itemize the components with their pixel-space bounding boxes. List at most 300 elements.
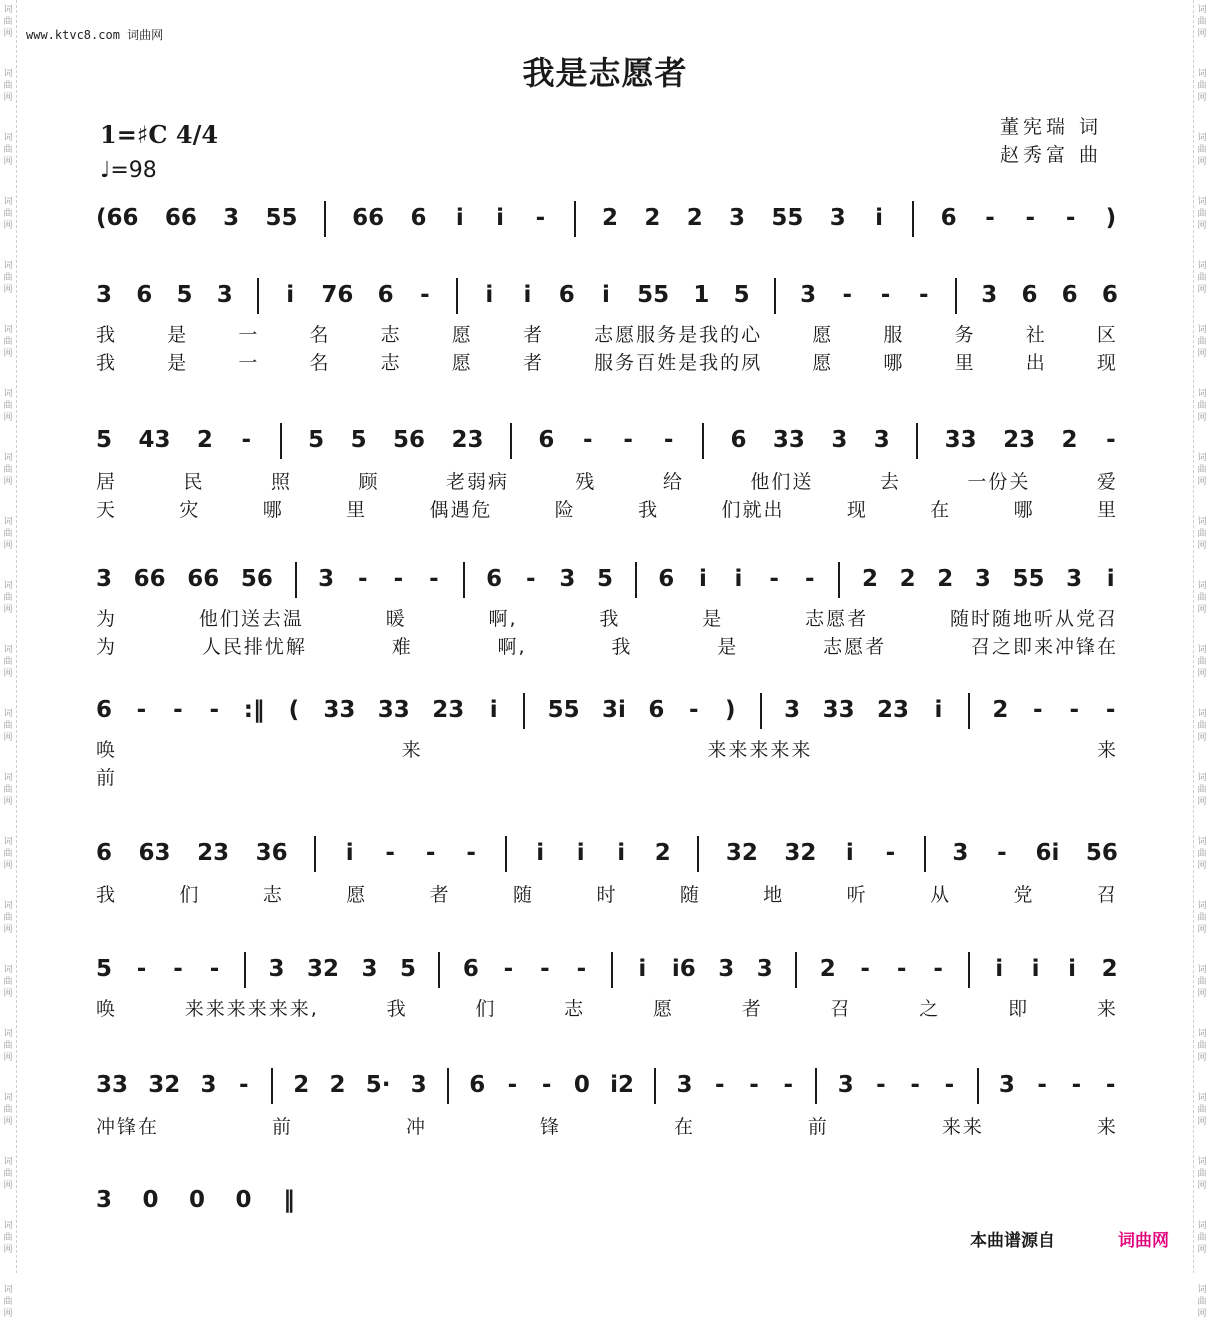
watermark-mark: 词 曲 网 [3, 901, 13, 935]
bar-line [280, 423, 282, 459]
note: i6 [671, 956, 696, 982]
note: - [769, 566, 779, 592]
note: 3i [602, 697, 626, 723]
lyric-syllable: 召之即来冲锋在 [970, 636, 1118, 658]
note: 6 [136, 282, 153, 308]
lyric-syllable: 里 [1096, 499, 1118, 521]
bar-line [635, 562, 637, 598]
lyric-syllable: 冲 [405, 1116, 427, 1138]
note: - [933, 956, 943, 982]
lyrics-verse-2 [96, 495, 1118, 522]
note: 3 [410, 1072, 427, 1098]
note: 0 [235, 1187, 252, 1213]
note: ) [1105, 205, 1117, 231]
bar-line [295, 562, 297, 598]
note: 56 [1085, 840, 1118, 866]
watermark-mark: 词 曲 网 [1197, 389, 1207, 423]
note: 6i [1035, 840, 1060, 866]
lyric-syllable: 前 [271, 1116, 293, 1138]
lyric-syllable: 者 [741, 998, 763, 1020]
lyric-syllable: 社 [1025, 324, 1047, 346]
note: - [918, 282, 929, 308]
watermark-mark: 词 曲 网 [1197, 517, 1207, 551]
note: 33 [377, 697, 410, 723]
lyric-syllable: 顾 [358, 471, 380, 493]
lyric-syllable: 服务百姓是我的夙 [594, 352, 763, 374]
note: i [1031, 956, 1040, 982]
note: 66 [164, 205, 197, 231]
note: - [420, 282, 430, 308]
note: 2 [196, 427, 213, 453]
note: i2 [610, 1072, 635, 1098]
note: 6 [96, 840, 113, 866]
notation-line [96, 840, 1118, 872]
lyric-syllable: 来 [1096, 1116, 1118, 1138]
lyric-syllable: 在 [673, 1116, 695, 1138]
watermark-mark: 词 曲 网 [1197, 5, 1207, 39]
note: 2 [992, 697, 1009, 723]
brand-link[interactable]: 词曲网 [1118, 1231, 1169, 1251]
watermark-mark: 词 曲 网 [3, 325, 13, 359]
note: 3 [829, 205, 846, 231]
score-row-5 [96, 697, 1118, 789]
note: 5· [365, 1072, 391, 1098]
note: 6 [462, 956, 479, 982]
note: 66 [133, 566, 166, 592]
score-row-4 [96, 566, 1118, 658]
bar-line [977, 1068, 979, 1104]
watermark-mark: 词 曲 网 [3, 581, 13, 615]
note: - [576, 956, 587, 982]
note: 23 [877, 697, 910, 723]
watermark-mark: 词 曲 网 [1197, 581, 1207, 615]
note: - [535, 205, 546, 231]
note: 76 [321, 282, 354, 308]
watermark-mark: 词 曲 网 [3, 1093, 13, 1127]
watermark-mark: 词 曲 网 [3, 1221, 13, 1255]
note: 3 [981, 282, 998, 308]
note: 56 [240, 566, 273, 592]
lyric-syllable: 召 [830, 998, 852, 1020]
note: 33 [822, 697, 855, 723]
lyric-syllable: 啊, [497, 636, 527, 658]
bar-line [924, 836, 926, 872]
watermark-mark: 词 曲 网 [1197, 261, 1207, 295]
watermark-mark: 词 曲 网 [3, 453, 13, 487]
note: 3 [216, 282, 233, 308]
lyric-syllable: 他们送去温 [198, 608, 304, 630]
lyric-syllable: 来 [401, 739, 423, 761]
score-row-9 [96, 1187, 296, 1227]
note: - [714, 1072, 725, 1098]
lyric-syllable: 偶遇危 [429, 499, 493, 521]
lyric-syllable: 暖 [385, 608, 407, 630]
watermark-mark: 词 曲 网 [1197, 773, 1207, 807]
lyric-syllable: 随 [513, 884, 535, 906]
lyric-syllable: 我 [96, 884, 118, 906]
note: 5 [350, 427, 367, 453]
note: 2 [819, 956, 836, 982]
watermark-mark: 词 曲 网 [1197, 1157, 1207, 1191]
note: 5 [308, 427, 325, 453]
notation-line [96, 427, 1118, 459]
note: - [1037, 1072, 1047, 1098]
note: 3 [729, 205, 746, 231]
note: - [540, 956, 550, 982]
note: - [749, 1072, 759, 1098]
composer-credit: 赵秀富 曲 [1000, 144, 1103, 166]
lyric-syllable: 在 [930, 499, 952, 521]
lyric-syllable: 之 [919, 998, 941, 1020]
bar-line [838, 562, 840, 598]
lyric-syllable: 我 [96, 352, 118, 374]
note: 5 [96, 956, 113, 982]
note: i [485, 282, 494, 308]
watermark-mark: 词 曲 网 [1197, 325, 1207, 359]
lyric-syllable: 者 [522, 324, 544, 346]
lyrics-verse-1 [96, 320, 1118, 347]
note: 2 [937, 566, 954, 592]
note: - [526, 566, 536, 592]
note: 2 [602, 205, 619, 231]
note: 2 [861, 566, 878, 592]
lyric-syllable: 名 [309, 324, 331, 346]
watermark-mark: 词 曲 网 [3, 133, 13, 167]
bar-line [257, 278, 259, 314]
watermark-mark: 词 曲 网 [3, 1285, 13, 1319]
note: 3 [800, 282, 817, 308]
note: 3 [96, 282, 113, 308]
lyric-syllable: 是 [717, 636, 739, 658]
note: 32 [148, 1072, 181, 1098]
note: 3 [718, 956, 735, 982]
lyric-syllable: 一 [238, 324, 260, 346]
watermark-mark: 词 曲 网 [3, 261, 13, 295]
note: - [173, 956, 183, 982]
lyric-syllable: 服 [883, 324, 905, 346]
watermark-mark: 词 曲 网 [3, 197, 13, 231]
note: 3 [831, 427, 848, 453]
bar-line [968, 952, 970, 988]
notation-line [96, 1072, 1118, 1104]
note: - [885, 840, 896, 866]
lyric-syllable: 召 [1096, 884, 1118, 906]
note: - [173, 697, 183, 723]
lyric-syllable: 我 [386, 998, 408, 1020]
bar-line [611, 952, 613, 988]
note: ‖ [283, 1187, 295, 1213]
lyrics-verse-2 [96, 348, 1118, 375]
note: 3 [676, 1072, 693, 1098]
lyric-syllable: 前 [807, 1116, 829, 1138]
note: 33 [323, 697, 356, 723]
note: 33 [96, 1072, 129, 1098]
lyric-syllable: 志愿者 [823, 636, 887, 658]
note: - [663, 427, 674, 453]
lyric-syllable: 人民排忧解 [201, 636, 307, 658]
watermark-mark: 词 曲 网 [1197, 837, 1207, 871]
lyric-syllable: 志 [380, 324, 402, 346]
note: 3 [998, 1072, 1015, 1098]
note: - [880, 282, 891, 308]
lyric-syllable: 居 [96, 471, 118, 493]
lyric-syllable: 难 [391, 636, 413, 658]
lyric-syllable: 里 [954, 352, 976, 374]
bar-line [774, 278, 776, 314]
note: 3 [96, 566, 113, 592]
lyric-syllable: 哪 [883, 352, 905, 374]
note: i [734, 566, 743, 592]
lyric-syllable: 一份关 [967, 471, 1031, 493]
note: 3 [873, 427, 890, 453]
watermark-mark: 词 曲 网 [3, 5, 13, 39]
note: 0 [573, 1072, 590, 1098]
note: - [1065, 205, 1076, 231]
notation-line [96, 282, 1118, 314]
note: 3 [361, 956, 378, 982]
note: ) [724, 697, 736, 723]
note: 6 [1021, 282, 1038, 308]
bar-line [968, 693, 970, 729]
lyric-syllable: 愿 [451, 324, 473, 346]
note: 3 [784, 697, 801, 723]
note: 36 [255, 840, 288, 866]
note: i [875, 205, 883, 231]
note: 33 [772, 427, 805, 453]
lyric-syllable: 天 [96, 499, 118, 521]
note: i [496, 205, 505, 231]
note: - [357, 566, 368, 592]
lyric-syllable: 愿 [812, 352, 834, 374]
lyric-syllable: 愿 [652, 998, 674, 1020]
note: 66 [187, 566, 220, 592]
note: - [842, 282, 853, 308]
lyric-syllable: 地 [763, 884, 785, 906]
note: i [617, 840, 626, 866]
watermark-mark: 词 曲 网 [3, 69, 13, 103]
lyrics-verse-1 [96, 467, 1118, 494]
lyric-syllable: 我 [638, 499, 660, 521]
score-row-6 [96, 840, 1118, 906]
note: 2 [329, 1072, 346, 1098]
note: 32 [306, 956, 339, 982]
note: 55 [771, 205, 804, 231]
note: 6 [658, 566, 675, 592]
note: 32 [725, 840, 758, 866]
watermark-mark: 词 曲 网 [3, 1029, 13, 1063]
bar-line [654, 1068, 656, 1104]
note: 3 [318, 566, 335, 592]
lyric-syllable: 志 [262, 884, 284, 906]
lyric-syllable: 来来 [941, 1116, 984, 1138]
note: - [997, 840, 1007, 866]
note: i [1068, 956, 1077, 982]
lyric-syllable: 是 [702, 608, 724, 630]
lyric-syllable: 哪 [1013, 499, 1035, 521]
note: 3 [837, 1072, 854, 1098]
watermark-mark: 词 曲 网 [3, 1157, 13, 1191]
lyric-syllable: 我 [96, 324, 118, 346]
lyric-syllable: 给 [662, 471, 684, 493]
site-header[interactable]: www.ktvc8.com 词曲网 [26, 28, 164, 42]
watermark-mark: 词 曲 网 [1197, 1285, 1207, 1319]
lyric-syllable: 听 [846, 884, 868, 906]
watermark-mark: 词 曲 网 [1197, 1221, 1207, 1255]
note: 55 [265, 205, 298, 231]
note: 3 [1066, 566, 1083, 592]
lyric-syllable: 照 [270, 471, 292, 493]
lyric-syllable: 我 [611, 636, 633, 658]
note: - [541, 1072, 552, 1098]
note: 6 [558, 282, 575, 308]
lyric-syllable: 他们送 [750, 471, 814, 493]
lyric-syllable: 党 [1013, 884, 1035, 906]
notation-line [96, 697, 1118, 729]
note: - [393, 566, 404, 592]
watermark-mark: 词 曲 网 [1197, 645, 1207, 679]
lyric-syllable: 者 [522, 352, 544, 374]
note: 3 [559, 566, 576, 592]
note: 6 [410, 205, 427, 231]
note: 2 [644, 205, 661, 231]
note: 6 [1061, 282, 1078, 308]
watermark-mark: 词 曲 网 [3, 773, 13, 807]
note: - [1071, 1072, 1082, 1098]
note: - [896, 956, 907, 982]
lyric-syllable: 现 [846, 499, 868, 521]
note: - [1069, 697, 1080, 723]
note: 6 [730, 427, 747, 453]
lyric-syllable: 唤 [96, 739, 118, 761]
note: - [689, 697, 699, 723]
lyric-syllable: 来 [1096, 998, 1118, 1020]
lyrics-verse-1 [96, 604, 1118, 631]
note: 2 [899, 566, 916, 592]
note: - [241, 427, 252, 453]
left-watermark-strip [0, 0, 17, 1319]
note: - [985, 205, 995, 231]
note: i [286, 282, 295, 308]
note: 6 [648, 697, 665, 723]
note: 3 [223, 205, 240, 231]
note: - [876, 1072, 886, 1098]
page-title: 我是志愿者 [522, 54, 688, 92]
bar-line [510, 423, 512, 459]
note: i [523, 282, 532, 308]
lyric-syllable: 时 [596, 884, 618, 906]
lyric-syllable: 来 [1096, 739, 1118, 761]
watermark-mark: 词 曲 网 [3, 837, 13, 871]
lyric-syllable: 是 [167, 324, 189, 346]
lyric-syllable: 唤 [96, 998, 118, 1020]
note: - [238, 1072, 249, 1098]
note: 23 [1003, 427, 1036, 453]
bar-line [912, 201, 914, 237]
lyrics-verse-1 [96, 880, 1118, 907]
lyric-syllable: 们 [179, 884, 201, 906]
score-row-3 [96, 427, 1118, 521]
notation-line [96, 956, 1118, 988]
note: i [995, 956, 1004, 982]
note: 55 [637, 282, 670, 308]
watermark-mark: 词 曲 网 [3, 389, 13, 423]
note: - [466, 840, 476, 866]
note: - [136, 956, 147, 982]
note: - [944, 1072, 955, 1098]
bar-line [574, 201, 576, 237]
note: 56 [393, 427, 426, 453]
bar-line [795, 952, 797, 988]
watermark-mark: 词 曲 网 [1197, 901, 1207, 935]
bar-line [697, 836, 699, 872]
note: 5 [96, 427, 113, 453]
watermark-mark: 词 曲 网 [1197, 709, 1207, 743]
lyric-syllable: 志愿者 [805, 608, 869, 630]
lyrics-verse-1 [96, 994, 1118, 1021]
lyrics-verse-2 [96, 632, 1118, 659]
lyric-syllable: 为 [96, 636, 118, 658]
note: - [209, 956, 220, 982]
note: i [489, 697, 498, 723]
watermark-mark: 词 曲 网 [1197, 1093, 1207, 1127]
lyric-syllable: 名 [309, 352, 331, 374]
lyric-syllable: 愿 [812, 324, 834, 346]
note: 5 [733, 282, 750, 308]
note: 6 [96, 697, 113, 723]
lyric-syllable: 们就出 [721, 499, 785, 521]
lyric-syllable: 随时随地听从党召 [949, 608, 1118, 630]
note: 3 [96, 1187, 113, 1213]
note: (66 [96, 205, 139, 231]
note: - [623, 427, 633, 453]
lyrics-verse-1 [96, 735, 1118, 762]
lyrics-verse-2 [96, 763, 1118, 790]
score-row-8 [96, 1072, 1118, 1138]
right-watermark-strip [1193, 0, 1210, 1319]
score-row-1 [96, 205, 1118, 245]
watermark-mark: 词 曲 网 [3, 709, 13, 743]
watermark-mark: 词 曲 网 [1197, 965, 1207, 999]
note: 32 [784, 840, 817, 866]
tempo-marking: ♩=98 [100, 158, 157, 183]
lyric-syllable: 锋 [539, 1116, 561, 1138]
watermark-mark: 词 曲 网 [3, 517, 13, 551]
lyric-syllable: 志 [380, 352, 402, 374]
note: i [845, 840, 854, 866]
bar-line [324, 201, 326, 237]
bar-line [505, 836, 507, 872]
bar-line [463, 562, 465, 598]
note: 2 [293, 1072, 310, 1098]
lyric-syllable: 民 [183, 471, 205, 493]
note: 23 [432, 697, 465, 723]
lyric-syllable: 来来来来来来, [184, 998, 319, 1020]
lyricist-credit: 董宪瑞 词 [1000, 116, 1103, 138]
note: i [638, 956, 647, 982]
bar-line [916, 423, 918, 459]
lyric-syllable: 愿 [451, 352, 473, 374]
bar-line [760, 693, 762, 729]
note: i [1106, 566, 1115, 592]
note: :‖ [243, 697, 265, 723]
lyric-syllable: 志 [564, 998, 586, 1020]
bar-line [447, 1068, 449, 1104]
note: - [1106, 427, 1116, 453]
note: - [136, 697, 147, 723]
lyric-syllable: 我 [599, 608, 621, 630]
note: - [1105, 697, 1116, 723]
note: 0 [142, 1187, 159, 1213]
